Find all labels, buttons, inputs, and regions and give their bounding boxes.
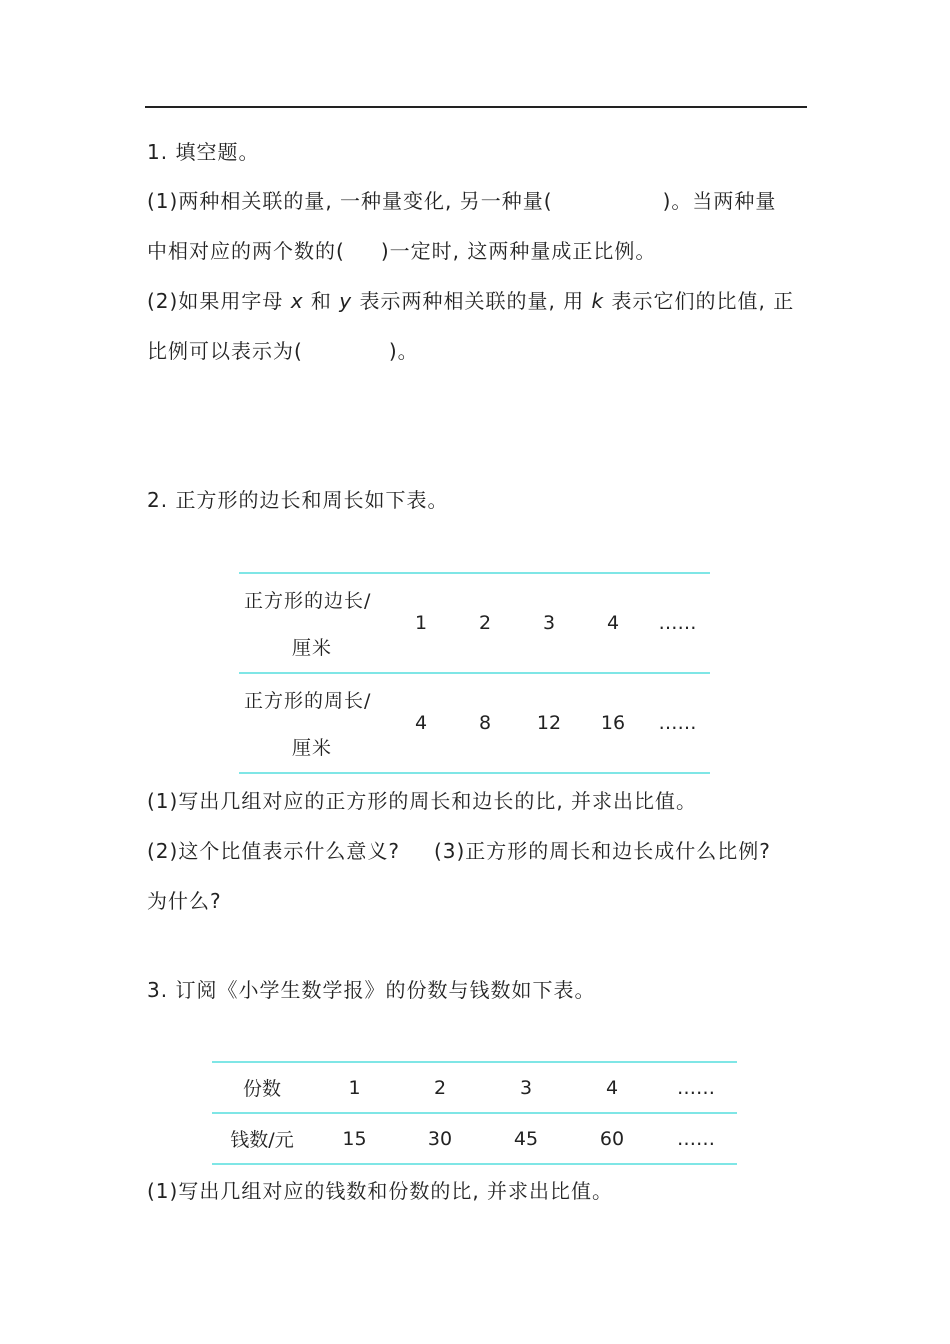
q3-table [212, 1061, 737, 1165]
table-cell: 4 [606, 612, 620, 634]
var-k: k [591, 289, 605, 313]
q1-part2-line2 [147, 338, 419, 364]
q1-part2-text-a: (2)如果用字母 [147, 289, 291, 313]
table-cell: …… [677, 1127, 715, 1150]
var-y: y [339, 289, 353, 313]
table-cell: 2 [478, 612, 492, 634]
table-cell: 30 [427, 1127, 453, 1150]
q2-row1-label-a: 正方形的边长/ [244, 590, 372, 612]
table-cell: 12 [536, 712, 562, 734]
q3-table-row-money [212, 1113, 737, 1164]
q1-part1-line2 [147, 238, 656, 264]
table-cell: 2 [433, 1076, 447, 1099]
q1-part2-text-b: 和 [303, 289, 340, 313]
q2-table-row-perimeter [239, 673, 710, 773]
table-cell: 1 [414, 612, 428, 634]
q3-row-header: 份数 [242, 1078, 281, 1100]
q1-part1-text-a: (1)两种相关联的量, 一种量变化, 另一种量( [147, 189, 553, 213]
q3-row-header: 钱数/元 [230, 1129, 294, 1151]
q2-row-header [239, 673, 389, 773]
q2-row1-label-b: 厘米 [292, 637, 333, 659]
q2-table [239, 572, 710, 774]
table-cell: 4 [414, 712, 428, 734]
q2-sub1: (1)写出几组对应的正方形的周长和边长的比, 并求出比值。 [147, 789, 698, 813]
q2-row2-label-a: 正方形的周长/ [244, 690, 372, 712]
q1-part2-line1 [147, 288, 794, 314]
q3-title: 3. 订阅《小学生数学报》的份数与钱数如下表。 [147, 978, 596, 1002]
q1-part1-text-c: 中相对应的两个数的( [147, 239, 345, 263]
table-cell: …… [658, 712, 697, 734]
table-cell: 45 [513, 1127, 539, 1150]
q2-row-header [239, 573, 389, 673]
q2-sub3-cont: 为什么? [147, 889, 222, 913]
q1-part2-text-c: 表示两种相关联的量, 用 [352, 289, 592, 313]
table-cell: …… [677, 1076, 715, 1099]
table-cell: 60 [599, 1127, 625, 1150]
q2-table-row-side [239, 573, 710, 673]
q2-sub2-line [147, 838, 771, 864]
q1-part2-text-f: )。 [388, 339, 419, 363]
q1-part2-text-d: 表示它们的比值, 正 [604, 289, 795, 313]
q2-sub2: (2)这个比值表示什么意义? [147, 839, 400, 863]
table-cell: …… [658, 612, 697, 634]
table-cell: 3 [519, 1076, 533, 1099]
q2-sub3: (3)正方形的周长和边长成什么比例? [433, 839, 771, 863]
table-cell: 1 [348, 1076, 361, 1099]
q3-table-row-copies [212, 1062, 737, 1113]
table-cell: 4 [605, 1076, 619, 1099]
q2-title: 2. 正方形的边长和周长如下表。 [147, 488, 449, 512]
q1-part2-text-e: 比例可以表示为( [147, 339, 303, 363]
q3-sub1: (1)写出几组对应的钱数和份数的比, 并求出比值。 [147, 1179, 614, 1203]
table-cell: 15 [342, 1127, 367, 1150]
q1-title: 1. 填空题。 [147, 140, 260, 164]
q1-part1-line1 [147, 188, 776, 214]
q1-part1-text-b: )。当两种量 [662, 189, 777, 213]
header-rule [145, 106, 807, 108]
table-cell: 16 [600, 712, 626, 734]
q1-part1-text-d: )一定时, 这两种量成正比例。 [380, 239, 657, 263]
table-cell: 3 [542, 612, 556, 634]
q2-row2-label-b: 厘米 [292, 737, 333, 759]
var-x: x [290, 289, 304, 313]
table-cell: 8 [478, 712, 492, 734]
